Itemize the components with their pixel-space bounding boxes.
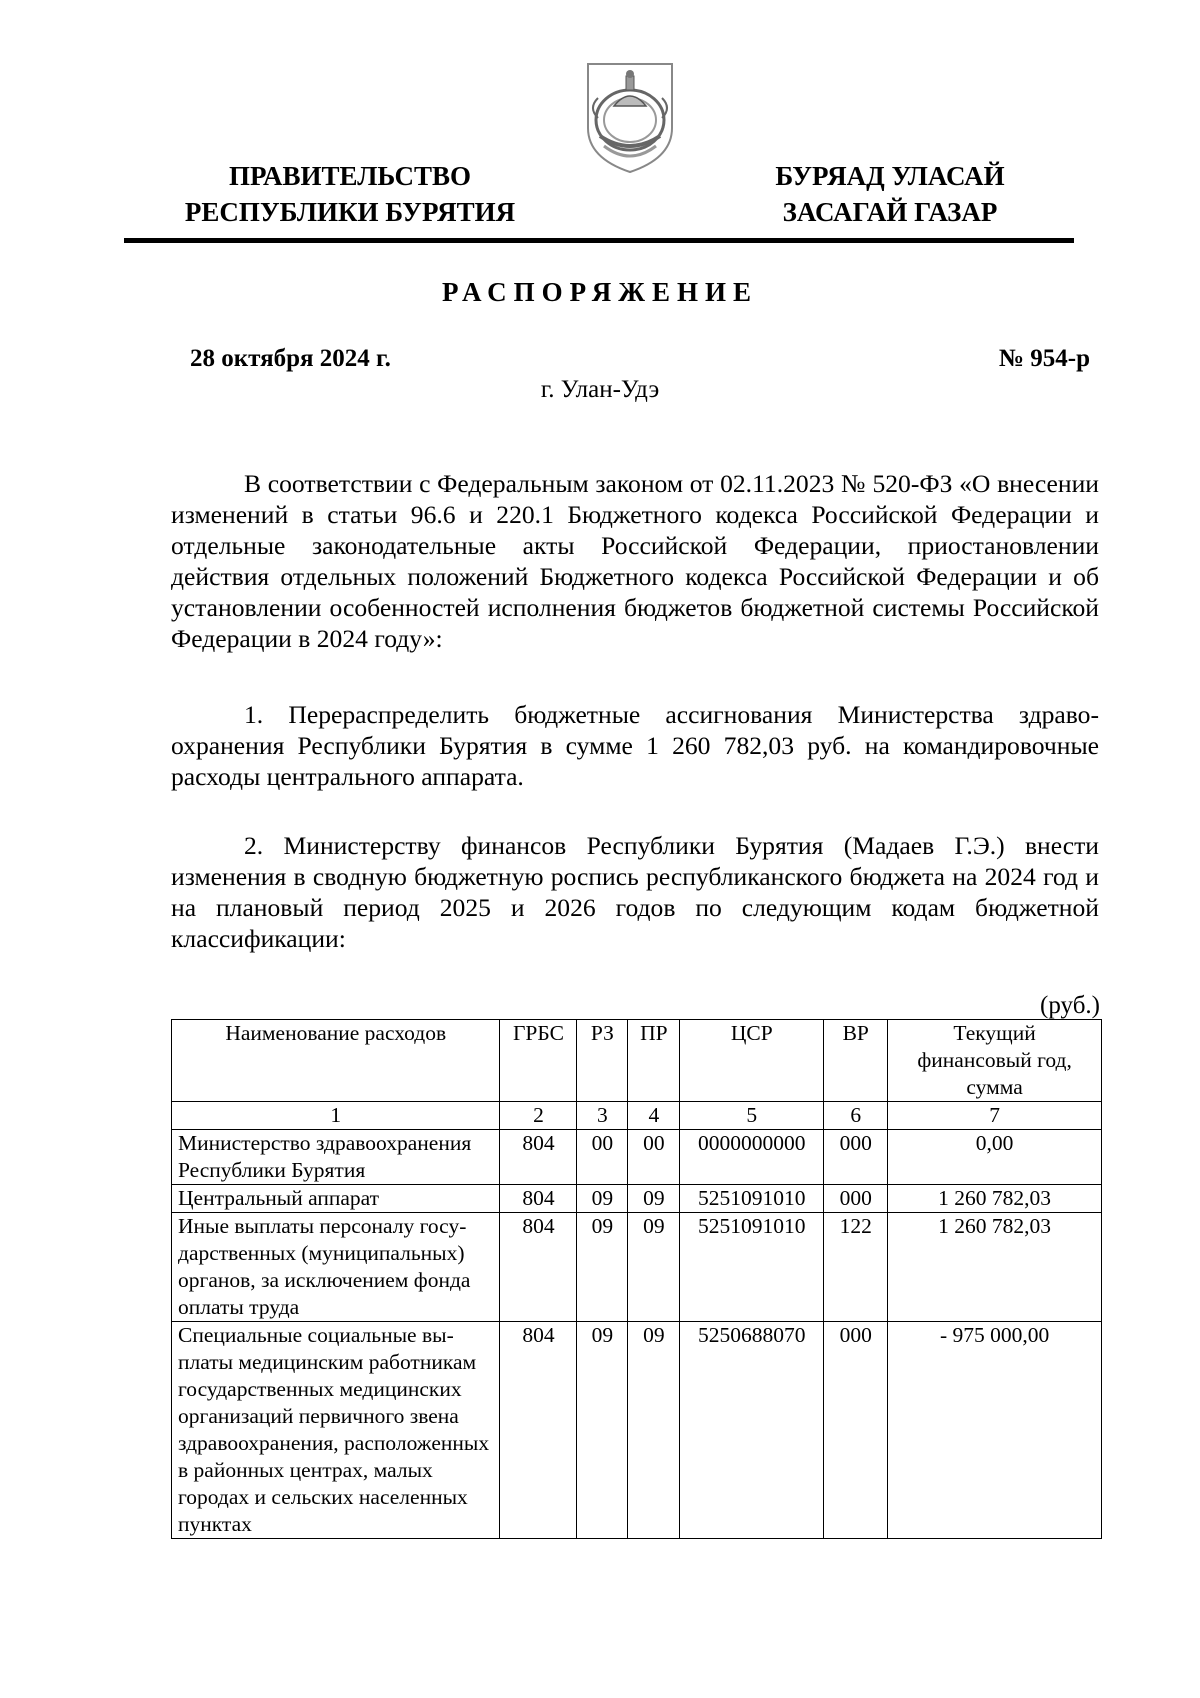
rz-cell: 09 [577, 1185, 628, 1213]
column-number-row [172, 1102, 1102, 1130]
pr-cell: 00 [628, 1130, 680, 1185]
table-header-row [172, 1020, 1102, 1102]
header-divider [124, 238, 1074, 243]
column-number-cell: 3 [577, 1102, 628, 1130]
amount-cell: - 975 000,00 [888, 1322, 1102, 1539]
item-2-paragraph: 2. Министерству финансов Республики Бурятия (Мадаев Г.Э.) внести изменения в сводную бюджетную роспись республиканского бюджета на 2024 год и на плановый период 2025 и 2026 годов по следующим кодам бюджетной классификации: [171, 831, 1099, 953]
item-1-paragraph: 1. Перераспределить бюджетные ассигнования Министерства здравоохранения Республики Бурятия в сумме 1 260 782,03 руб. на командировочные расходы центрального аппарата. [171, 700, 1099, 791]
column-number-cell: 6 [824, 1102, 888, 1130]
amount-cell: 0,00 [888, 1130, 1102, 1185]
grbs-cell: 804 [500, 1322, 577, 1539]
expense-name-cell: Специальные социальные выплаты медицинским работникам государственных медицинских организаций первичного звена здравоохранения, расположенных в районных центрах, малых городах и сельских населенных пунктах [172, 1322, 500, 1539]
table-row [172, 1322, 1102, 1539]
org-name-line: ПРАВИТЕЛЬСТВО [228, 161, 472, 191]
column-number-cell: 4 [628, 1102, 680, 1130]
pr-cell: 09 [628, 1213, 680, 1322]
budget-table [171, 1019, 1102, 1539]
header-cell: ВР [824, 1020, 888, 1102]
document-type: РАСПОРЯЖЕНИЕ [441, 277, 759, 307]
vr-cell: 000 [824, 1185, 888, 1213]
currency-unit: (руб.) [1040, 992, 1100, 1019]
rz-cell: 00 [577, 1130, 628, 1185]
vr-cell: 000 [824, 1130, 888, 1185]
csr-cell: 0000000000 [680, 1130, 824, 1185]
column-number-cell: 2 [500, 1102, 577, 1130]
column-number-cell: 7 [888, 1102, 1102, 1130]
rz-cell: 09 [577, 1213, 628, 1322]
table-row [172, 1130, 1102, 1185]
coat-of-arms-icon [580, 58, 680, 176]
grbs-cell: 804 [500, 1185, 577, 1213]
header-cell: Наименование расходов [172, 1020, 500, 1102]
preamble-paragraph: В соответствии с Федеральным законом от 02.11.2023 № 520-ФЗ «О внесении изменений в статьи 96.6 и 220.1 Бюджетного кодекса Российской Федерации и отдельные законодательные акты Российской Федерации, приостановлении действия отдельных положений Бюджетного кодекса Российской Федерации и об установлении особенностей исполнения бюджетов бюджетной системы Российской Федерации в 2024 году»: [171, 469, 1099, 653]
expense-name-cell: Министерство здравоохранения Республики Бурятия [172, 1130, 500, 1185]
pr-cell: 09 [628, 1185, 680, 1213]
org-name-buryat [740, 158, 1040, 230]
header-cell: ПР [628, 1020, 680, 1102]
header-cell: ЦСР [680, 1020, 824, 1102]
expense-name-cell: Иные выплаты персоналу государственных (муниципальных) органов, за исключением фонда оплаты труда [172, 1213, 500, 1322]
csr-cell: 5251091010 [680, 1213, 824, 1322]
amount-cell: 1 260 782,03 [888, 1213, 1102, 1322]
org-name-line: ЗАСАГАЙ ГАЗАР [782, 197, 998, 227]
table-row [172, 1185, 1102, 1213]
header-cell: ГРБС [500, 1020, 577, 1102]
csr-cell: 5250688070 [680, 1322, 824, 1539]
document-number: № 954-р [998, 345, 1090, 372]
grbs-cell: 804 [500, 1213, 577, 1322]
document-city: г. Улан-Удэ [540, 376, 660, 403]
csr-cell: 5251091010 [680, 1185, 824, 1213]
org-name-russian [170, 158, 530, 230]
expense-name-cell: Центральный аппарат [172, 1185, 500, 1213]
vr-cell: 000 [824, 1322, 888, 1539]
org-name-line: БУРЯАД УЛАСАЙ [775, 161, 1005, 191]
header-cell: РЗ [577, 1020, 628, 1102]
vr-cell: 122 [824, 1213, 888, 1322]
pr-cell: 09 [628, 1322, 680, 1539]
document-date: 28 октября 2024 г. [190, 345, 391, 372]
table-row [172, 1213, 1102, 1322]
column-number-cell: 5 [680, 1102, 824, 1130]
column-number-cell: 1 [172, 1102, 500, 1130]
amount-cell: 1 260 782,03 [888, 1185, 1102, 1213]
rz-cell: 09 [577, 1322, 628, 1539]
header-cell: Текущий финансовый год, сумма [888, 1020, 1102, 1102]
grbs-cell: 804 [500, 1130, 577, 1185]
org-name-line: РЕСПУБЛИКИ БУРЯТИЯ [184, 197, 516, 227]
